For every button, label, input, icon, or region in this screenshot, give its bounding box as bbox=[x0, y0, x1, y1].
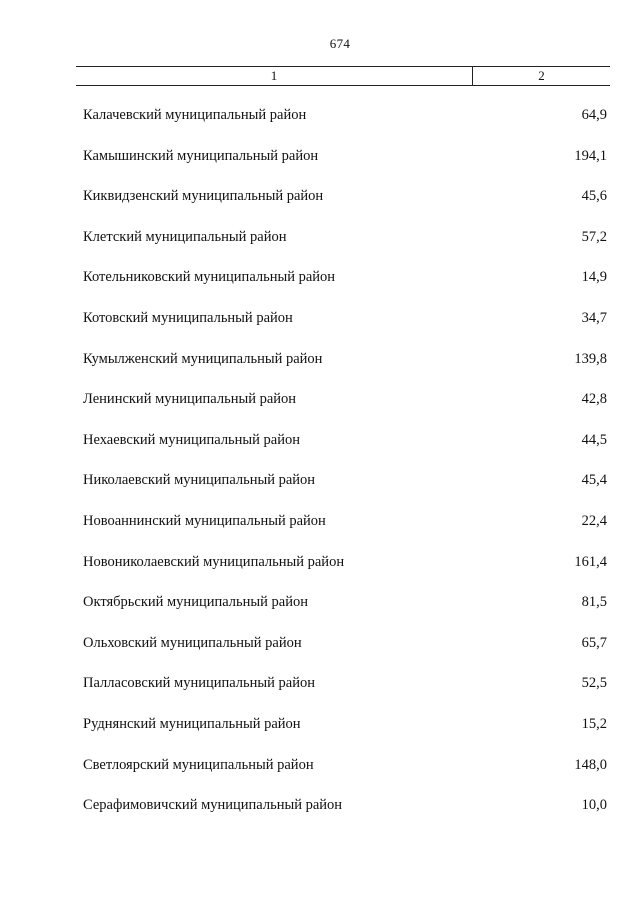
district-value: 22,4 bbox=[581, 512, 607, 529]
table-row bbox=[0, 547, 640, 588]
table-row bbox=[0, 465, 640, 506]
table-row bbox=[0, 425, 640, 466]
table-row bbox=[0, 709, 640, 750]
table-row bbox=[0, 506, 640, 547]
district-name: Новоаннинский муниципальный район bbox=[83, 512, 326, 529]
district-name: Октябрьский муниципальный район bbox=[83, 594, 308, 611]
table-row bbox=[0, 222, 640, 263]
district-value: 64,9 bbox=[581, 107, 607, 123]
district-name: Светлоярский муниципальный район bbox=[83, 756, 314, 773]
district-value: 14,9 bbox=[581, 269, 607, 286]
district-value: 34,7 bbox=[581, 309, 607, 326]
district-name: Котельниковский муниципальный район bbox=[83, 269, 336, 286]
district-value: 15,2 bbox=[581, 715, 607, 732]
district-value: 42,8 bbox=[581, 391, 607, 408]
district-name: Серафимовичский муниципальный район bbox=[83, 797, 343, 814]
district-name: Ленинский муниципальный район bbox=[83, 391, 297, 408]
table-row bbox=[0, 790, 640, 831]
table-row bbox=[0, 262, 640, 303]
district-value: 161,4 bbox=[574, 553, 607, 570]
district-value: 65,7 bbox=[581, 634, 607, 651]
page-number: 674 bbox=[329, 36, 351, 51]
column-header-1: 1 bbox=[76, 67, 473, 85]
column-header-2: 2 bbox=[538, 68, 545, 83]
district-name: Николаевский муниципальный район bbox=[83, 472, 316, 489]
table-row bbox=[0, 384, 640, 425]
table-row bbox=[0, 587, 640, 628]
table-row bbox=[0, 750, 640, 791]
district-name: Палласовский муниципальный район bbox=[83, 675, 315, 692]
table-row bbox=[0, 181, 640, 222]
table-row bbox=[0, 141, 640, 182]
district-value: 10,0 bbox=[581, 797, 607, 814]
district-name: Руднянский муниципальный район bbox=[83, 715, 301, 732]
district-value: 57,2 bbox=[581, 228, 607, 245]
district-name: Новониколаевский муниципальный район bbox=[83, 553, 345, 570]
district-value: 81,5 bbox=[581, 594, 607, 611]
district-value: 139,8 bbox=[574, 350, 607, 367]
district-name: Ольховский муниципальный район bbox=[83, 634, 302, 651]
district-name: Котовский муниципальный район bbox=[83, 309, 293, 326]
table-header bbox=[76, 66, 610, 86]
district-value: 148,0 bbox=[574, 756, 607, 773]
district-name: Камышинский муниципальный район bbox=[83, 147, 319, 164]
district-name: Нехаевский муниципальный район bbox=[83, 431, 301, 448]
table-row bbox=[0, 303, 640, 344]
table-row bbox=[0, 344, 640, 385]
district-table bbox=[0, 100, 640, 831]
table-row bbox=[0, 100, 640, 141]
district-value: 194,1 bbox=[574, 147, 607, 164]
table-row bbox=[0, 628, 640, 669]
district-name: Калачевский муниципальный район bbox=[83, 107, 307, 123]
district-name: Киквидзенский муниципальный район bbox=[83, 188, 324, 205]
district-value: 44,5 bbox=[581, 431, 607, 448]
district-value: 45,6 bbox=[581, 188, 607, 205]
district-name: Кумылженский муниципальный район bbox=[83, 350, 323, 367]
district-value: 52,5 bbox=[581, 675, 607, 692]
table-row bbox=[0, 668, 640, 709]
district-value: 45,4 bbox=[581, 472, 607, 489]
district-name: Клетский муниципальный район bbox=[83, 228, 287, 245]
